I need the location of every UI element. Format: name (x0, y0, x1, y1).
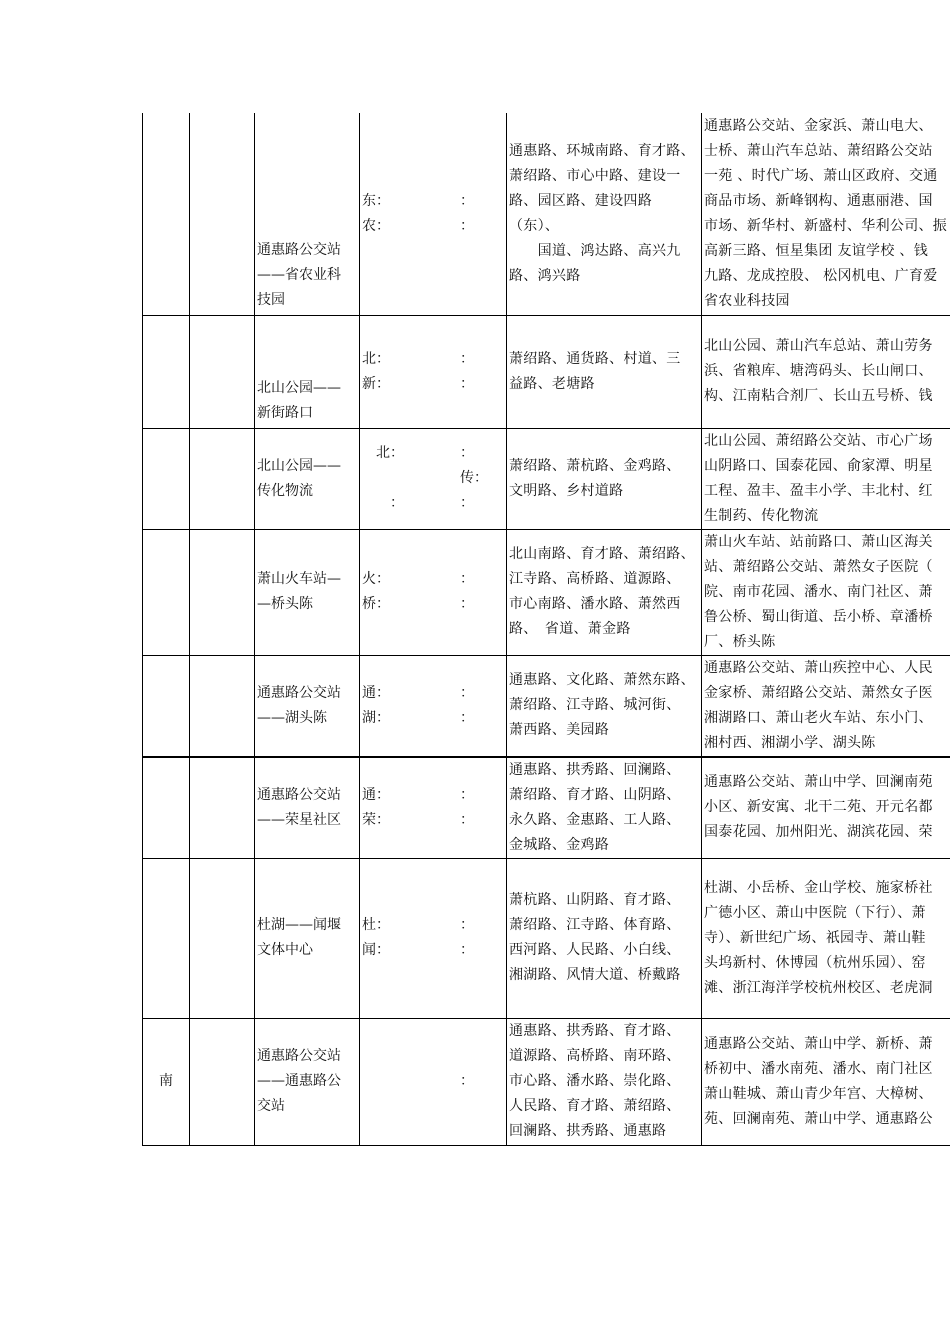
stops-line: 广德小区、萧山中医院（下行）、萧 (704, 904, 926, 921)
schedule-time-line (362, 567, 504, 592)
stops-line: 高新三路、恒星集团 友谊学校 、钱 (704, 242, 928, 259)
route-number-cell (190, 655, 255, 757)
route-number-cell (190, 858, 255, 1018)
stops-line: 院、南市花园、潘水、南门社区、萧 (704, 583, 933, 600)
terminus-label: 湖： (362, 709, 390, 726)
stops-line: 北山公园、萧山汽车总站、萧山劳务 (704, 338, 933, 354)
stops-line: 湘湖路口、萧山老火车站、东小门、 (704, 709, 933, 726)
roads-line: 萧绍路、江寺路、城河街、 (509, 697, 681, 713)
schedule-time-line (362, 808, 504, 833)
schedule-time-line (362, 189, 504, 214)
terminus-label: 北： (362, 350, 390, 367)
time-separator: ： (460, 217, 474, 234)
route-number-cell (190, 1018, 255, 1145)
route-name-line: 北山公园—— (257, 379, 341, 396)
terminus-label: 桥： (362, 596, 390, 612)
route-row (143, 858, 950, 1018)
time-separator: 传： (460, 470, 488, 486)
route-number-cell (190, 757, 255, 859)
stops-line: 浜、省粮库、塘湾码头、长山闸口、 (704, 363, 933, 379)
roads-cell (507, 757, 702, 859)
route-name-line: ——通惠路公 (257, 1073, 341, 1089)
stops-line: 工程、盈丰、盈丰小学、丰北村、红 (704, 482, 933, 499)
time-separator: ： (460, 596, 474, 612)
schedule-time-cell (360, 1018, 507, 1145)
route-name-line: —桥头陈 (257, 596, 313, 612)
route-row (143, 315, 950, 428)
direction-cell (143, 113, 190, 315)
stops-line: 通惠路公交站、金家浜、萧山电大、 (704, 117, 933, 134)
schedule-time-line (362, 466, 504, 491)
stops-line: 厂、桥头陈 (704, 633, 776, 650)
route-name-cell (255, 1018, 360, 1145)
route-row (143, 655, 950, 757)
stops-cell (702, 757, 950, 859)
roads-line: 回澜路、拱秀路、通惠路 (509, 1123, 667, 1139)
roads-line: 萧绍路、育才路、山阴路、 (509, 786, 681, 803)
route-row (143, 757, 950, 859)
stops-cell (702, 529, 950, 655)
route-name-line: 萧山火车站— (257, 571, 341, 587)
roads-line: 江寺路、高桥路、道源路、 (509, 571, 681, 587)
stops-line: 通惠路公交站、萧山疾控中心、人民 (704, 659, 933, 676)
time-separator: ： (460, 786, 474, 803)
route-name-line: 新街路口 (257, 404, 313, 421)
roads-line: 西河路、人民路、小白线、 (509, 942, 681, 958)
time-separator: ： (460, 709, 474, 726)
route-name-line: 通惠路公交站 (257, 786, 341, 803)
stops-line: 通惠路公交站、萧山中学、回澜南苑 (704, 774, 933, 790)
route-name-line: 文体中心 (257, 942, 313, 958)
roads-line: 道源路、高桥路、南环路、 (509, 1048, 681, 1064)
direction-cell (143, 655, 190, 757)
route-table-body (143, 113, 950, 1145)
stops-line: 头坞新村、休博园（杭州乐园）、窑 (704, 954, 926, 971)
stops-line: 萧山火车站、站前路口、萧山区海关 (704, 533, 933, 550)
roads-line: 文明路、乡村道路 (509, 482, 624, 499)
roads-cell (507, 113, 702, 315)
terminus-label: 北： (362, 445, 404, 461)
roads-line: 路、 省道、萧金路 (509, 621, 631, 637)
route-name-line: 通惠路公交站 (257, 241, 341, 258)
stops-line: 国泰花园、加州阳光、湖滨花园、荣 (704, 824, 933, 840)
roads-cell (507, 1018, 702, 1145)
roads-line: 路、鸿兴路 (509, 267, 581, 284)
stops-cell (702, 655, 950, 757)
roads-line: 益路、老塘路 (509, 375, 595, 392)
stops-cell (702, 428, 950, 529)
schedule-time-line (362, 347, 504, 372)
route-name-line: 技园 (257, 291, 285, 308)
schedule-time-line (362, 214, 504, 239)
route-name-line: ——湖头陈 (257, 709, 327, 726)
route-name-cell (255, 113, 360, 315)
roads-line: 萧绍路、江寺路、体育路、 (509, 917, 681, 933)
time-separator: ： (460, 571, 474, 587)
route-row (143, 428, 950, 529)
route-name-cell (255, 428, 360, 529)
schedule-time-cell (360, 315, 507, 428)
stops-line: 一苑 、时代广场、萧山区政府、交通 (704, 167, 938, 184)
stops-line: 滩、浙江海洋学校杭州校区、老虎洞 (704, 979, 933, 996)
stops-line: 山阴路口、国泰花园、俞家潭、明星 (704, 457, 933, 474)
route-name-cell (255, 858, 360, 1018)
direction-cell (143, 858, 190, 1018)
time-separator: ： (460, 375, 474, 392)
route-name-line: 通惠路公交站 (257, 684, 341, 701)
stops-line: 商品市场、新峰钢构、通惠丽港、国 (704, 192, 933, 209)
roads-cell (507, 529, 702, 655)
time-separator: ： (460, 942, 474, 958)
roads-cell (507, 428, 702, 529)
stops-line: 杜湖、小岳桥、金山学校、施家桥社 (704, 879, 933, 896)
schedule-time-line (362, 681, 504, 706)
terminus-label: 荣： (362, 811, 390, 828)
roads-line: 通惠路、拱秀路、育才路、 (509, 1023, 681, 1039)
roads-line: 通惠路、文化路、萧然东路、 (509, 672, 695, 688)
route-name-line: 北山公园—— (257, 457, 341, 474)
stops-line: 寺）、新世纪广场、祇园寺、萧山鞋 (704, 929, 926, 946)
schedule-time-cell (360, 655, 507, 757)
route-row (143, 1018, 950, 1145)
terminus-label: 通： (362, 684, 390, 701)
direction-cell (143, 315, 190, 428)
schedule-time-cell (360, 858, 507, 1018)
schedule-time-line (362, 913, 504, 938)
stops-line: 站、萧绍路公交站、萧然女子医院（ (704, 558, 933, 575)
time-separator: ： (460, 495, 474, 511)
schedule-time-cell (360, 113, 507, 315)
stops-line: 小区、新安寓、北干二苑、开元名都 (704, 799, 933, 815)
stops-line: 桥初中、潘水南苑、潘水、南门社区 (704, 1060, 933, 1077)
roads-cell (507, 858, 702, 1018)
direction-cell (143, 757, 190, 859)
terminus-label: 闻： (362, 942, 390, 958)
roads-line: 萧西路、美园路 (509, 722, 610, 738)
route-number-cell (190, 428, 255, 529)
direction-cell (143, 1018, 190, 1145)
route-name-line: 交站 (257, 1098, 285, 1114)
time-separator: ： (460, 192, 474, 209)
roads-line: 萧绍路、萧杭路、金鸡路、 (509, 457, 681, 474)
route-name-cell (255, 655, 360, 757)
stops-line: 构、江南粘合剂厂、长山五号桥、钱 (704, 388, 933, 404)
stops-line: 士桥、萧山汽车总站、萧绍路公交站 (704, 142, 933, 159)
roads-line: 萧绍路、通货路、村道、三 (509, 350, 681, 367)
roads-line: 路、园区路、建设四路（东）、 (509, 192, 652, 234)
route-name-cell (255, 529, 360, 655)
stops-line: 北山公园、萧绍路公交站、市心广场 (704, 432, 933, 449)
stops-line: 通惠路公交站、萧山中学、新桥、萧 (704, 1035, 933, 1052)
time-separator: ： (460, 811, 474, 828)
terminus-label: 农： (362, 217, 390, 234)
route-name-line: ——省农业科 (257, 266, 341, 283)
route-row (143, 113, 950, 315)
direction-label: 南 (159, 1073, 173, 1089)
schedule-time-line (362, 938, 504, 963)
route-name-line: ——荣星社区 (257, 811, 341, 828)
schedule-time-line (362, 783, 504, 808)
roads-line: 人民路、育才路、萧绍路、 (509, 1098, 681, 1114)
roads-line: 通惠路、拱秀路、回澜路、 (509, 761, 681, 778)
roads-line: 萧绍路、市心中路、建设一 (509, 167, 681, 184)
schedule-time-line (362, 1069, 504, 1094)
time-separator: ： (460, 350, 474, 367)
schedule-time-cell (360, 757, 507, 859)
schedule-time-line (362, 706, 504, 731)
stops-cell (702, 113, 950, 315)
terminus-label: 火： (362, 571, 390, 587)
roads-line: 湘湖路、风情大道、桥戴路 (509, 967, 681, 983)
schedule-time-cell (360, 529, 507, 655)
route-number-cell (190, 315, 255, 428)
schedule-time-line (362, 592, 504, 617)
terminus-label: ： (362, 495, 404, 511)
time-separator: ： (460, 1073, 474, 1089)
stops-line: 萧山鞋城、萧山青少年宫、大樟树、 (704, 1085, 933, 1102)
stops-line: 苑、回澜南苑、萧山中学、通惠路公 (704, 1110, 933, 1127)
roads-line: 市心路、潘水路、崇化路、 (509, 1073, 681, 1089)
schedule-time-line (362, 441, 504, 466)
stops-line: 湘村西、湘湖小学、湖头陈 (704, 734, 876, 751)
roads-line: 北山南路、育才路、萧绍路、 (509, 546, 695, 562)
route-name-cell (255, 315, 360, 428)
roads-line: 国道、鸿达路、高兴九 (509, 242, 681, 259)
stops-line: 市场、新华村、新盛村、华利公司、振 (704, 217, 948, 234)
route-number-cell (190, 113, 255, 315)
stops-cell (702, 315, 950, 428)
roads-line: 市心南路、潘水路、萧然西 (509, 596, 681, 612)
bus-route-table (142, 113, 950, 1146)
terminus-label: 东： (362, 192, 390, 209)
terminus-label: 通： (362, 786, 390, 803)
stops-line: 生制药、传化物流 (704, 507, 819, 524)
stops-line: 省农业科技园 (704, 292, 790, 309)
roads-cell (507, 315, 702, 428)
time-separator: ： (460, 917, 474, 933)
stops-line: 鲁公桥、蜀山街道、岳小桥、章潘桥 (704, 608, 933, 625)
roads-cell (507, 655, 702, 757)
roads-line: 金城路、金鸡路 (509, 836, 610, 853)
stops-line: 九路、龙成控股、 松冈机电、广育爱 (704, 267, 938, 284)
stops-line: 金家桥、萧绍路公交站、萧然女子医 (704, 684, 933, 701)
time-separator: ： (460, 684, 474, 701)
time-separator: ： (460, 445, 474, 461)
roads-line: 通惠路、环城南路、育才路、 (509, 142, 695, 159)
route-name-cell (255, 757, 360, 859)
roads-line: 萧杭路、山阴路、育才路、 (509, 892, 681, 908)
stops-cell (702, 1018, 950, 1145)
terminus-label: 新： (362, 375, 390, 392)
route-name-line: 杜湖——闻堰 (257, 917, 341, 933)
direction-cell (143, 428, 190, 529)
route-row (143, 529, 950, 655)
route-name-line: 传化物流 (257, 482, 313, 499)
roads-line: 永久路、金惠路、工人路、 (509, 811, 681, 828)
schedule-time-line (362, 372, 504, 397)
terminus-label: 杜： (362, 917, 390, 933)
schedule-time-cell (360, 428, 507, 529)
route-number-cell (190, 529, 255, 655)
direction-cell (143, 529, 190, 655)
schedule-time-line (362, 491, 504, 516)
stops-cell (702, 858, 950, 1018)
route-name-line: 通惠路公交站 (257, 1048, 341, 1064)
